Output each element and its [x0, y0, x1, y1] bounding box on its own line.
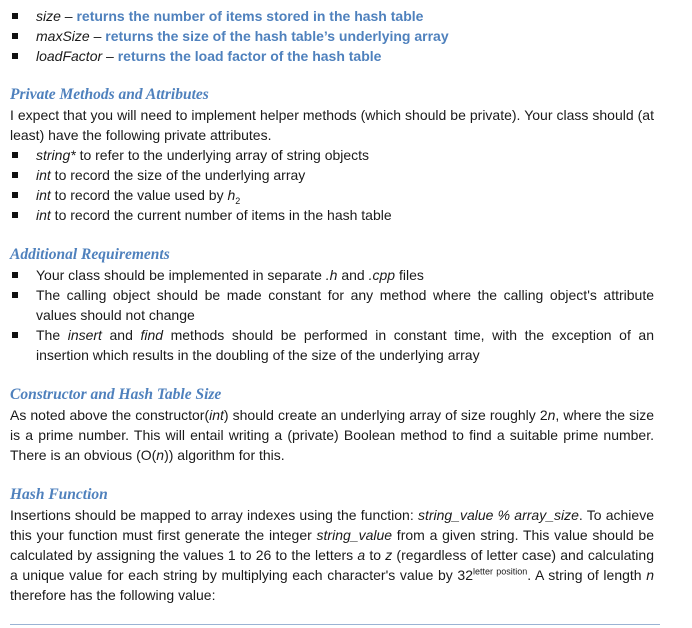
list-item: The calling object should be made constant for any method where the calling object's attribute values should not change	[10, 285, 654, 325]
section-heading: Constructor and Hash Table Size	[10, 386, 222, 403]
bullet-icon	[12, 53, 18, 59]
section-hash-function	[10, 485, 654, 605]
section-additional	[10, 245, 654, 365]
bullet-icon	[12, 192, 18, 198]
method-description: returns the number of items stored in the hash table	[76, 8, 424, 24]
bullet-icon	[12, 212, 18, 218]
list-item: string* to refer to the underlying array of string objects	[10, 145, 654, 165]
list-item: int to record the size of the underlying array	[10, 165, 654, 185]
list-item: Your class should be implemented in separate .h and .cpp files	[10, 265, 654, 285]
list-item: int to record the current number of items in the hash table	[10, 205, 654, 225]
section-paragraph: I expect that you will need to implement helper methods (which should be private). Your class should (at least) have the following private attributes.	[10, 107, 654, 143]
list-item: int to record the value used by $h_2$	[10, 185, 654, 205]
list-item: The insert and find methods should be performed in constant time, with the exception of an insertion which results in the doubling of the size of the underlying array	[10, 325, 654, 365]
bullet-icon	[12, 33, 18, 39]
section-paragraph: Insertions should be mapped to array indexes using the function: string_value % array_size. To achieve this your function must first generate the integer string_value from a given string. This value should be calculated by assigning the values 1 to 26 to the letters a to z (regardless of letter case) and calculating a unique value for each string by multiplying each character's value by $32^{letter position}$. A string of length n therefore has the following value:	[10, 507, 655, 603]
bullet-icon	[12, 13, 18, 19]
bullet-icon	[12, 332, 18, 338]
list-item	[10, 46, 654, 66]
bottom-rule	[10, 624, 660, 625]
method-description: returns the load factor of the hash table	[117, 48, 382, 64]
document-body	[10, 6, 654, 605]
section-heading: Hash Function	[10, 486, 108, 503]
method-name: maxSize	[36, 28, 90, 44]
section-constructor	[10, 385, 654, 465]
method-list	[10, 6, 654, 66]
dash: –	[102, 48, 118, 64]
bullet-icon	[12, 272, 18, 278]
bullet-icon	[12, 172, 18, 178]
method-description: returns the size of the hash table’s underlying array	[105, 28, 449, 44]
method-name: size	[36, 8, 61, 24]
method-name: loadFactor	[36, 48, 103, 64]
section-heading: Additional Requirements	[10, 246, 170, 263]
bullet-icon	[12, 152, 18, 158]
section-private	[10, 85, 654, 225]
dash: –	[89, 28, 106, 44]
list-item	[10, 6, 654, 26]
section-paragraph: As noted above the constructor(int) should create an underlying array of size roughly 2n, where the size is a prime number. This will entail writing a (private) Boolean method to find a suitable prime number. There is an obvious (O(n)) algorithm for this.	[10, 407, 654, 463]
section-heading: Private Methods and Attributes	[10, 86, 209, 103]
list-item	[10, 26, 654, 46]
dash: –	[60, 8, 77, 24]
bullet-icon	[12, 292, 18, 298]
